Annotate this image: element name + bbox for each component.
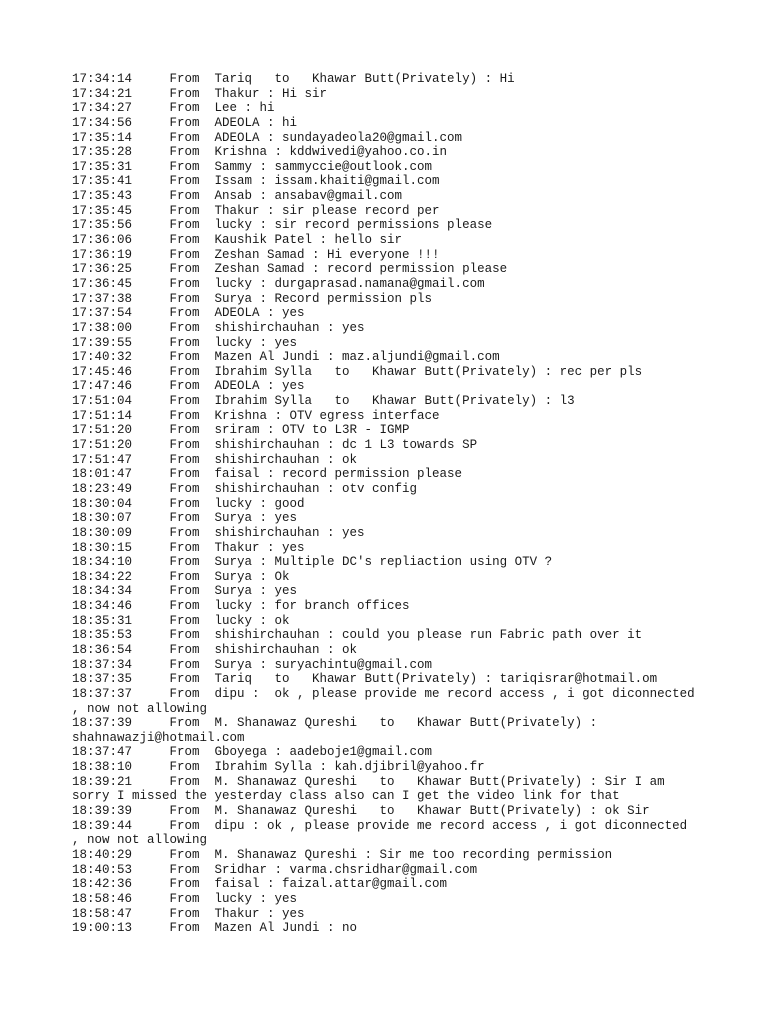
chat-line: 19:00:13 From Mazen Al Jundi : no <box>72 921 358 936</box>
chat-line: 17:40:32 From Mazen Al Jundi : maz.aljundi@gmail.com <box>72 350 500 365</box>
chat-line: 18:30:07 From Surya : yes <box>72 511 298 526</box>
chat-line: 17:35:41 From Issam : issam.khaiti@gmail.com <box>72 174 440 189</box>
chat-line: 17:35:31 From Sammy : sammyccie@outlook.com <box>72 159 433 174</box>
chat-line: 17:34:56 From ADEOLA : hi <box>72 115 298 130</box>
chat-line: 18:35:53 From shishirchauhan : could you please run Fabric path over it <box>72 628 643 643</box>
chat-line: , now not allowing <box>72 701 208 716</box>
chat-line: 17:51:47 From shishirchauhan : ok <box>72 452 358 467</box>
chat-line: 18:38:10 From Ibrahim Sylla : kah.djibril@yahoo.fr <box>72 760 485 775</box>
chat-log <box>72 72 722 936</box>
chat-line: 18:58:46 From lucky : yes <box>72 891 298 906</box>
chat-line: 17:38:00 From shishirchauhan : yes <box>72 320 365 335</box>
chat-line: 17:37:38 From Surya : Record permission pls <box>72 291 433 306</box>
chat-line: 18:34:10 From Surya : Multiple DC's repliaction using OTV ? <box>72 555 553 570</box>
chat-line: 18:35:31 From lucky : ok <box>72 613 290 628</box>
chat-line: 17:35:28 From Krishna : kddwivedi@yahoo.co.in <box>72 145 448 160</box>
chat-line: 17:47:46 From ADEOLA : yes <box>72 379 305 394</box>
chat-line: 18:37:37 From dipu : ok , please provide me record access , i got diconnected <box>72 686 695 701</box>
chat-line: 17:34:14 From Tariq to Khawar Butt(Privately) : Hi <box>72 72 515 86</box>
chat-line: 18:37:34 From Surya : suryachintu@gmail.com <box>72 657 433 672</box>
chat-line: 17:35:14 From ADEOLA : sundayadeola20@gmail.com <box>72 130 463 145</box>
chat-line: 18:39:21 From M. Shanawaz Qureshi to Khawar Butt(Privately) : Sir I am <box>72 774 665 789</box>
chat-line: 17:37:54 From ADEOLA : yes <box>72 306 305 321</box>
chat-line: , now not allowing <box>72 833 208 848</box>
chat-line: 18:40:53 From Sridhar : varma.chsridhar@gmail.com <box>72 862 478 877</box>
chat-line: sorry I missed the yesterday class also can I get the video link for that <box>72 789 620 804</box>
chat-line: 18:36:54 From shishirchauhan : ok <box>72 642 358 657</box>
chat-line: 17:45:46 From Ibrahim Sylla to Khawar Butt(Privately) : rec per pls <box>72 364 643 379</box>
chat-line: shahnawazji@hotmail.com <box>72 730 245 745</box>
chat-line: 18:42:36 From faisal : faizal.attar@gmail.com <box>72 877 448 892</box>
chat-line: 18:39:44 From dipu : ok , please provide me record access , i got diconnected <box>72 818 688 833</box>
chat-line: 18:34:34 From Surya : yes <box>72 584 298 599</box>
chat-line: 18:23:49 From shishirchauhan : otv config <box>72 481 418 496</box>
chat-line: 17:36:19 From Zeshan Samad : Hi everyone !!! <box>72 247 440 262</box>
chat-line: 18:39:39 From M. Shanawaz Qureshi to Khawar Butt(Privately) : ok Sir <box>72 804 650 819</box>
chat-line: 17:34:27 From Lee : hi <box>72 101 275 116</box>
chat-line: 18:34:46 From lucky : for branch offices <box>72 599 410 614</box>
chat-line: 18:40:29 From M. Shanawaz Qureshi : Sir me too recording permission <box>72 847 613 862</box>
chat-line: 18:34:22 From Surya : Ok <box>72 569 290 584</box>
chat-line: 17:36:45 From lucky : durgaprasad.namana@gmail.com <box>72 276 485 291</box>
chat-line: 17:51:20 From sriram : OTV to L3R - IGMP <box>72 423 410 438</box>
chat-line: 18:37:39 From M. Shanawaz Qureshi to Khawar Butt(Privately) : <box>72 716 598 731</box>
chat-line: 18:01:47 From faisal : record permission please <box>72 467 463 482</box>
chat-line: 17:51:04 From Ibrahim Sylla to Khawar Butt(Privately) : l3 <box>72 394 575 409</box>
chat-line: 18:37:47 From Gboyega : aadeboje1@gmail.com <box>72 745 433 760</box>
chat-line: 17:51:14 From Krishna : OTV egress interface <box>72 408 440 423</box>
chat-line: 17:35:43 From Ansab : ansabav@gmail.com <box>72 189 403 204</box>
chat-line: 18:30:09 From shishirchauhan : yes <box>72 525 365 540</box>
chat-line: 18:30:15 From Thakur : yes <box>72 540 305 555</box>
chat-line: 17:36:25 From Zeshan Samad : record permission please <box>72 262 508 277</box>
chat-line: 18:37:35 From Tariq to Khawar Butt(Privately) : tariqisrar@hotmail.om <box>72 672 658 687</box>
chat-line: 18:30:04 From lucky : good <box>72 496 305 511</box>
chat-line: 17:35:56 From lucky : sir record permissions please <box>72 218 493 233</box>
chat-line: 17:34:21 From Thakur : Hi sir <box>72 86 328 101</box>
chat-line: 17:35:45 From Thakur : sir please record per <box>72 203 440 218</box>
chat-line: 17:36:06 From Kaushik Patel : hello sir <box>72 233 403 248</box>
chat-line: 18:58:47 From Thakur : yes <box>72 906 305 921</box>
chat-line: 17:39:55 From lucky : yes <box>72 335 298 350</box>
chat-line: 17:51:20 From shishirchauhan : dc 1 L3 towards SP <box>72 438 478 453</box>
